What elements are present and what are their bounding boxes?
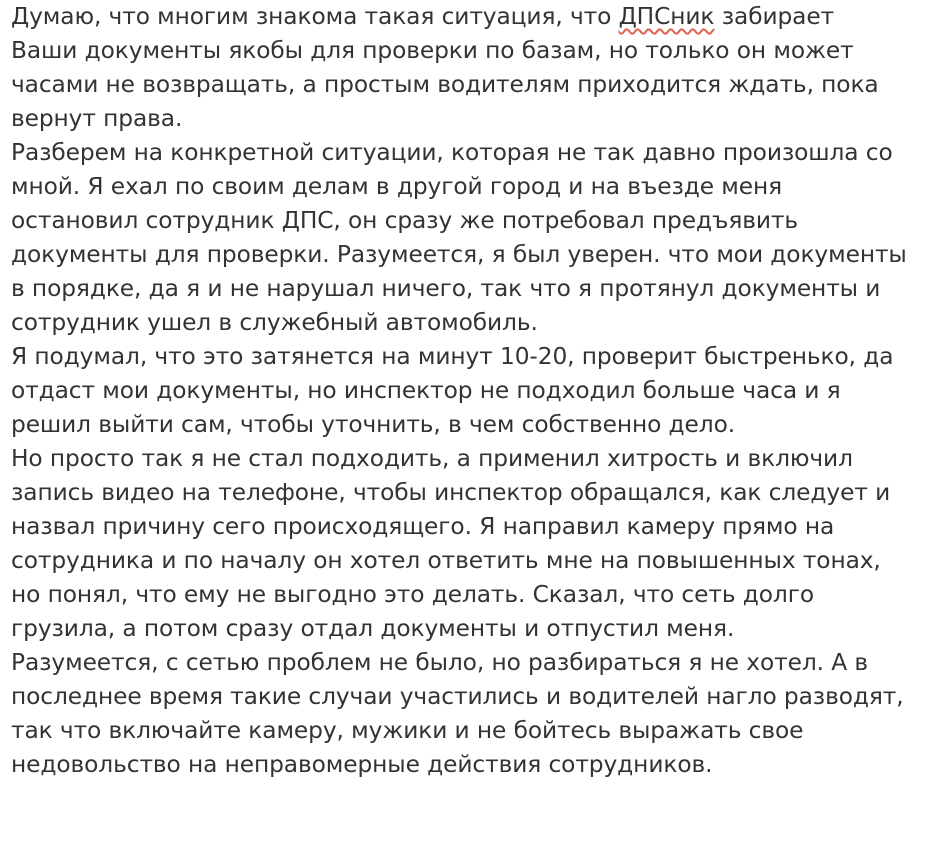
text-line: последнее время такие случаи участились и водителей нагло разводят, — [11, 683, 904, 710]
text-line: часами не возвращать, а простым водителям приходится ждать, пока — [11, 71, 879, 98]
text-line: запись видео на телефоне, чтобы инспектор обращался, как следует и — [11, 479, 891, 506]
text-line: Ваши документы якобы для проверки по базам, но только он может — [11, 37, 854, 64]
text-line: грузила, а потом сразу отдал документы и отпустил меня. — [11, 615, 735, 642]
text-line: мной. Я ехал по своим делам в другой город и на въезде меня — [11, 173, 783, 200]
text-line: Но просто так я не стал подходить, а применил хитрость и включил — [11, 445, 853, 472]
text-line: отдаст мои документы, но инспектор не подходил больше часа и я — [11, 377, 841, 404]
text-line: но понял, что ему не выгодно это делать. Сказал, что сеть долго — [11, 581, 815, 608]
text-line: сотрудник ушел в служебный автомобиль. — [11, 309, 538, 336]
text-line: вернут права. — [11, 105, 183, 132]
text-line: в порядке, да я и не нарушал ничего, так что я протянул документы и — [11, 275, 881, 302]
text-line: Думаю, что многим знакома такая ситуация, что ДПСник забирает — [11, 3, 835, 30]
text-line: Разберем на конкретной ситуации, которая не так давно произошла со — [11, 139, 893, 166]
text-line: документы для проверки. Разумеется, я был уверен. что мои документы — [11, 241, 907, 268]
text-line: Я подумал, что это затянется на минут 10-20, проверит быстренько, да — [11, 343, 894, 370]
text-line: сотрудника и по началу он хотел ответить мне на повышенных тонах, — [11, 547, 881, 574]
text-line: Разумеется, с сетью проблем не было, но разбираться я не хотел. А в — [11, 649, 869, 676]
text-line: решил выйти сам, чтобы уточнить, в чем собственно дело. — [11, 411, 736, 438]
text-line: назвал причину сего происходящего. Я направил камеру прямо на — [11, 513, 835, 540]
text-editor[interactable] — [11, 0, 939, 782]
text-line: так что включайте камеру, мужики и не бойтесь выражать свое — [11, 717, 804, 744]
text-line: остановил сотрудник ДПС, он сразу же потребовал предъявить — [11, 207, 798, 234]
text-line: недовольство на неправомерные действия сотрудников. — [11, 751, 713, 778]
misspelled-word[interactable]: ДПСник — [618, 3, 715, 30]
